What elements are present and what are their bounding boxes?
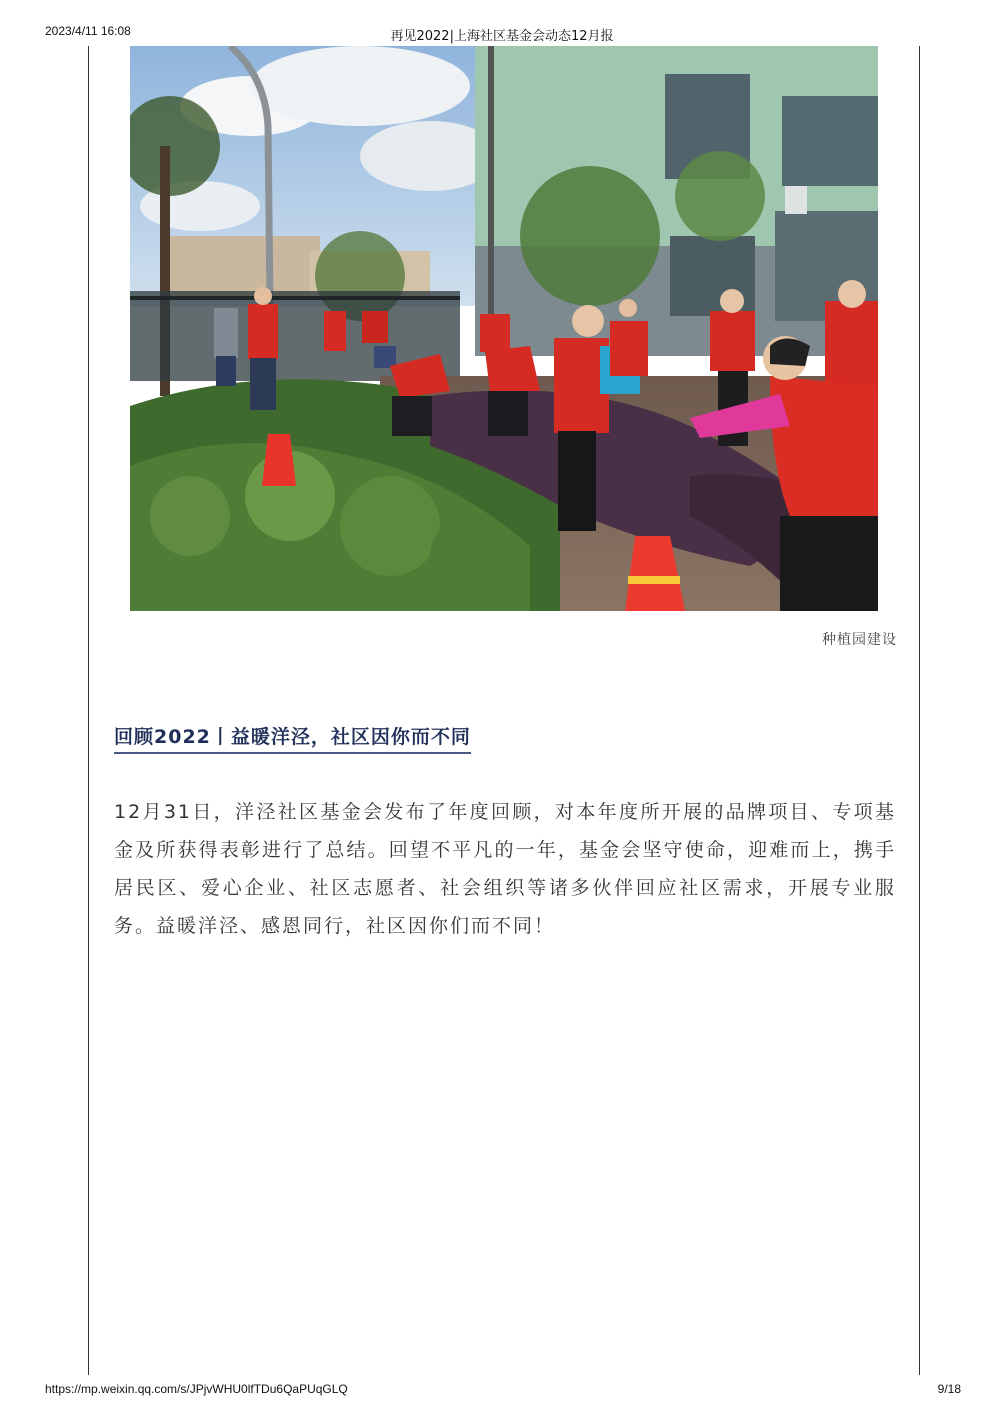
print-title: 再见2022|上海社区基金会动态12月报 xyxy=(390,29,614,44)
page-border-left xyxy=(88,46,89,1375)
article-photo xyxy=(130,46,878,611)
page-border-right xyxy=(919,46,920,1375)
print-footer-url: https://mp.weixin.qq.com/s/JPjvWHU0lfTDu6QaPUqGLQ xyxy=(45,1382,348,1396)
print-page-number: 9/18 xyxy=(937,1382,961,1396)
photo-caption: 种植园建设 xyxy=(822,632,897,648)
print-date: 2023/4/11 16:08 xyxy=(45,24,131,38)
print-header xyxy=(0,0,1004,46)
article-paragraph: 12月31日，洋泾社区基金会发布了年度回顾，对本年度所开展的品牌项目、专项基金及所获得表彰进行了总结。回望不平凡的一年，基金会坚守使命，迎难而上，携手居民区、爱心企业、社区志愿者、社会组织等诸多伙伴回应社区需求，开展专业服务。益暖洋泾、感恩同行，社区因你们而不同！ xyxy=(114,801,896,937)
section-heading: 回顾2022丨益暖洋泾，社区因你而不同 xyxy=(114,722,471,754)
